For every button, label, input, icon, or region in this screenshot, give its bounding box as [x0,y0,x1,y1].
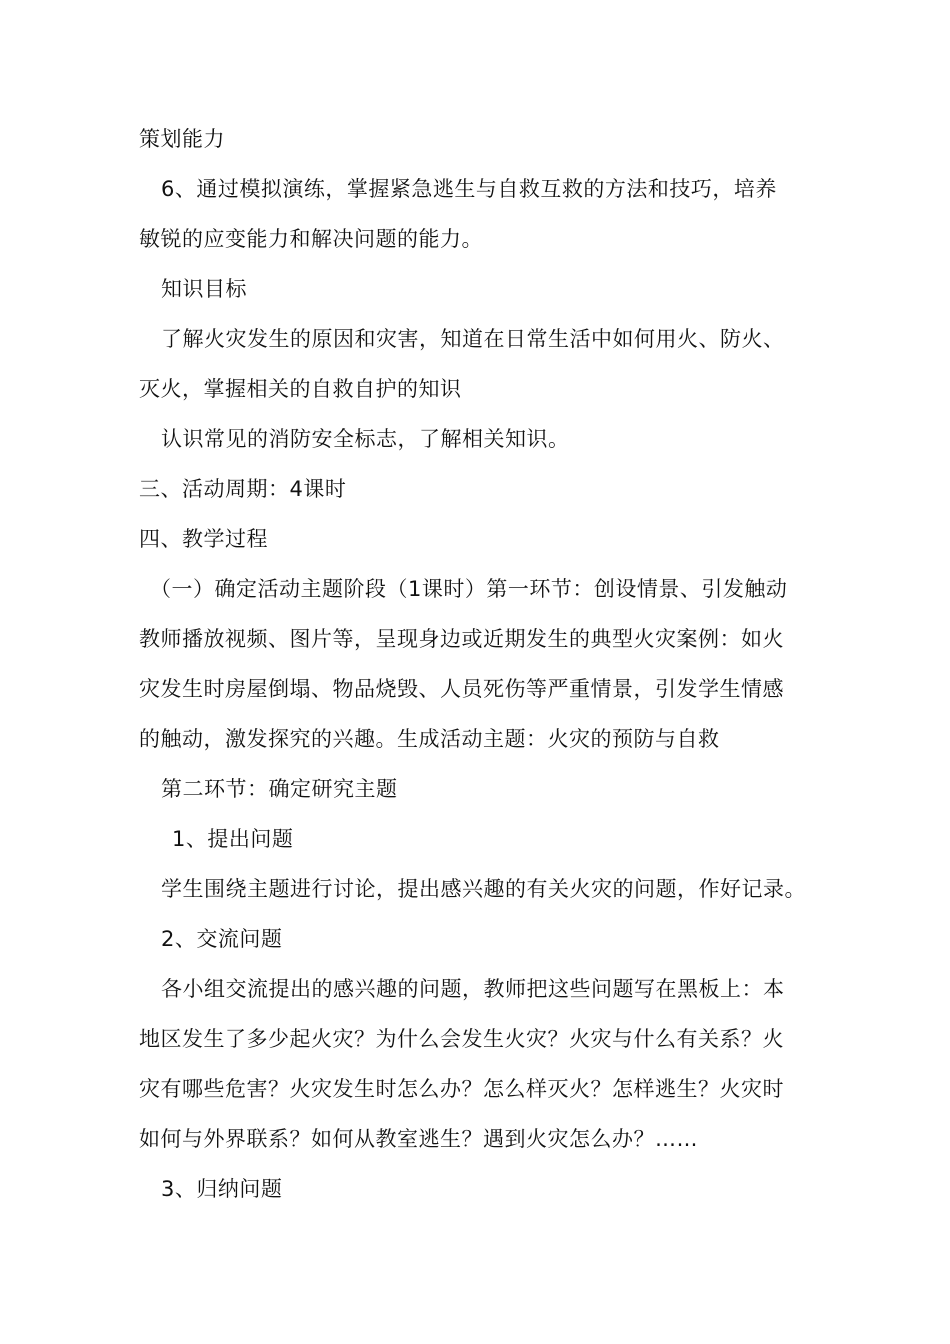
text-line: 3、归纳问题 [161,1177,283,1201]
text-line: 教师播放视频、图片等，呈现身边或近期发生的典型火灾案例：如火 [139,627,784,651]
text-line: 灾有哪些危害？火灾发生时怎么办？怎么样灭火？怎样逃生？火灾时 [139,1077,784,1101]
text-line: 学生围绕主题进行讨论，提出感兴趣的有关火灾的问题，作好记录。 [161,877,806,901]
text-line: 6、通过模拟演练，掌握紧急逃生与自救互救的方法和技巧，培养 [161,177,777,201]
text-line: 地区发生了多少起火灾？为什么会发生火灾？火灾与什么有关系？火 [139,1027,784,1051]
section-heading: 四、教学过程 [139,527,268,551]
text-line: 策划能力 [139,127,225,151]
text-line: 的触动，激发探究的兴趣。生成活动主题：火灾的预防与自救 [139,727,720,751]
text-line: 灭火，掌握相关的自救自护的知识 [139,377,462,401]
text-line: 2、交流问题 [161,927,283,951]
text-line: 了解火灾发生的原因和灾害，知道在日常生活中如何用火、防火、 [161,327,785,351]
text-line: （一）确定活动主题阶段（1课时）第一环节：创设情景、引发触动 [150,577,788,601]
text-line: 灾发生时房屋倒塌、物品烧毁、人员死伤等严重情景，引发学生情感 [139,677,784,701]
text-line: 各小组交流提出的感兴趣的问题，教师把这些问题写在黑板上：本 [161,977,785,1001]
text-line: 知识目标 [161,277,247,301]
text-line: 如何与外界联系？如何从教室逃生？遇到火灾怎么办？…… [139,1127,698,1151]
text-line: 认识常见的消防安全标志，了解相关知识。 [161,427,570,451]
text-line: 第二环节：确定研究主题 [161,777,398,801]
text-line: 1、提出问题 [172,827,294,851]
text-line: 敏锐的应变能力和解决问题的能力。 [139,227,483,251]
section-heading: 三、活动周期：4课时 [139,477,347,501]
